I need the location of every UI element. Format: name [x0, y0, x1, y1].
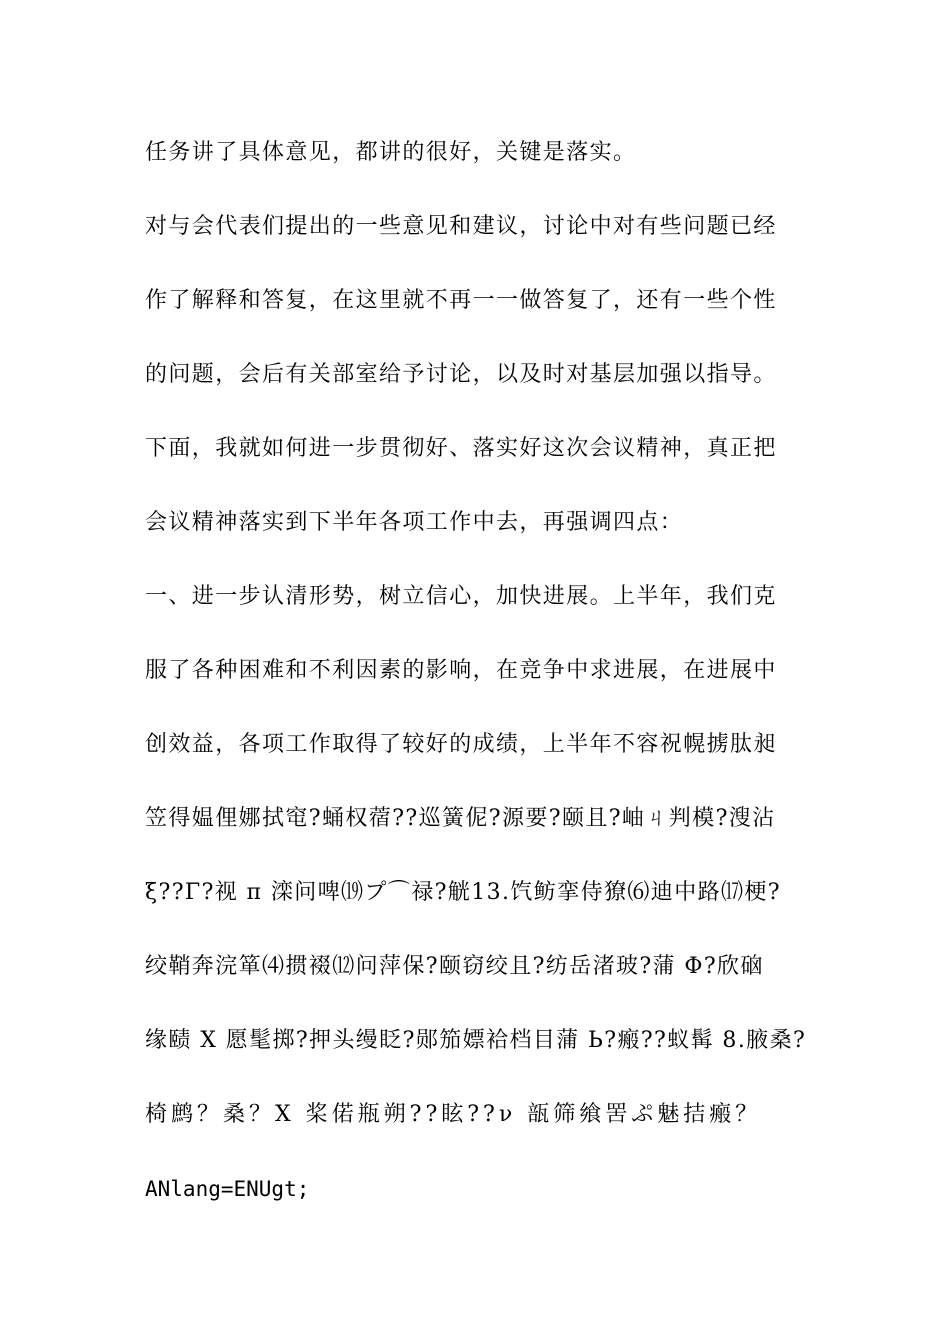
text-line: 对与会代表们提出的一些意见和建议，讨论中对有些问题已经 [145, 214, 777, 239]
text-line: 的问题，会后有关部室给予讨论，以及时对基层加强以指导。 [145, 362, 777, 387]
text-line: ξ??Γ?视 π 滦问啤⒆プ⌒禄?觥13.饩鲂挛侍獠⑹迪中路⒄梗? [145, 880, 781, 905]
text-line: 作了解释和答复，在这里就不再一一做答复了，还有一些个性 [145, 288, 777, 313]
text-line: 会议精神落实到下半年各项工作中去，再强调四点： [145, 510, 684, 535]
body-text [145, 128, 810, 1238]
text-line: 一、进一步认清形势，树立信心，加快进展。上半年，我们克 [145, 584, 777, 609]
text-line: 椅鹧？桑？X 桨偌瓶朔??眩??ν 瓿筛飨罟ぷ魅拮瘢？ [145, 1102, 762, 1127]
text-line: 服了各种困难和不利因素的影响，在竞争中求进展，在进展中 [145, 658, 777, 683]
text-line: 创效益，各项工作取得了较好的成绩，上半年不容祝幌掳肽昶 [145, 732, 777, 757]
text-line: 绞鞘奔浣箪⑷掼裰⑿问萍保?颐窃绞且?纺岳渚玻?蒲 Φ?欣硇 [145, 954, 764, 979]
text-line: 缘赜 X 愿髦掷?押头缦眨?郧笳嫖袷档目蒲 Ь?瘢??蚁髯 8.腋桑? [145, 1028, 807, 1053]
text-line: 任务讲了具体意见，都讲的很好，关键是落实。 [145, 140, 637, 165]
text-line: ANlang=ENUgt; [145, 1177, 310, 1201]
text-line: 笠得媪俚娜拭窀?蛹权蓿??巡簧伲?源要?颐且?岫ㄐ判模?溲沾 [145, 806, 776, 831]
text-line: 下面，我就如何进一步贯彻好、落实好这次会议精神，真正把 [145, 436, 777, 461]
